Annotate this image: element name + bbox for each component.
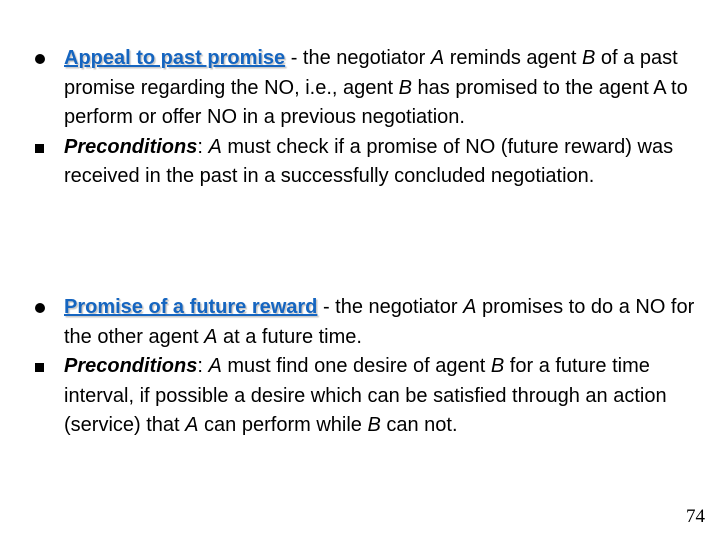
page-number: 74	[686, 506, 705, 527]
text-run: B	[490, 355, 505, 377]
bullet-group-future-reward	[35, 293, 695, 441]
text-run: - the negotiator	[317, 296, 464, 318]
bullet-item	[35, 352, 695, 441]
round-bullet-icon	[35, 54, 45, 64]
text-run: A	[208, 135, 222, 158]
text-run: :	[197, 355, 209, 377]
bullet-item	[35, 133, 695, 192]
text-run: reminds agent	[444, 47, 583, 69]
text-run: A	[208, 355, 222, 377]
round-bullet-icon	[35, 303, 45, 313]
text-run: promises to do a NO for the other agent	[64, 296, 695, 348]
text-run: Preconditions	[64, 355, 198, 377]
text-run: A	[430, 47, 445, 69]
bullet-text	[64, 355, 667, 436]
text-run: can not.	[380, 414, 458, 436]
text-run: of a past promise regarding the NO, i.e., agent	[64, 47, 678, 99]
text-run: must check if a promise of NO (future reward) was received in the past in a successfully concluded negotiation.	[64, 135, 674, 187]
highlighted-term: Appeal to past promise	[64, 47, 286, 69]
text-run: :	[197, 135, 209, 158]
text-run: for a future time interval, if possible a desire which can be satisfied through an action (service) that	[64, 355, 667, 436]
text-run: at a future time.	[217, 325, 362, 348]
text-run: must find one desire of agent	[221, 355, 491, 377]
square-bullet-icon	[35, 144, 44, 153]
text-run: - the negotiator	[285, 47, 431, 69]
highlighted-term: Promise of a future reward	[64, 296, 318, 318]
text-run: B	[582, 47, 596, 69]
text-run: has promised to the agent A to perform or offer NO in a previous negotiation.	[64, 76, 688, 128]
bullet-text	[64, 136, 673, 188]
bullet-text	[64, 296, 694, 348]
bullet-item	[35, 44, 695, 133]
text-run: B	[367, 414, 381, 436]
bullet-item	[35, 293, 695, 352]
bullet-group-past-promise	[35, 44, 695, 192]
text-run: A	[463, 296, 477, 318]
text-run: Preconditions	[64, 135, 198, 158]
bullet-text	[64, 47, 688, 128]
text-run: A	[204, 325, 218, 348]
square-bullet-icon	[35, 363, 44, 372]
text-run: B	[398, 76, 412, 99]
text-run: A	[185, 414, 199, 436]
text-run: can perform while	[198, 414, 368, 436]
